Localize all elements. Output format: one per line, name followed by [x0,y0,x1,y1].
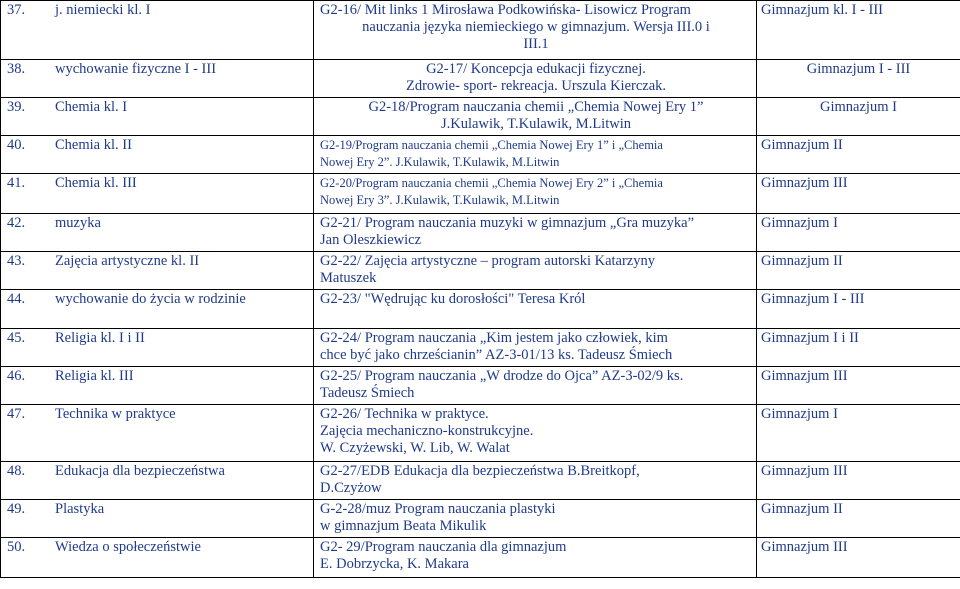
school-cell [757,252,960,290]
row-number: 43. [7,253,26,269]
subject-name: wychowanie fizyczne I - III [55,61,217,77]
program-cell [314,252,757,290]
program-line: G2-18/Program nauczania chemii „Chemia Nowej Ery 1” [368,99,704,115]
school-level: Gimnazjum I - III [761,291,865,307]
program-line: J.Kulawik, T.Kulawik, M.Litwin [441,116,631,132]
table-row [1,136,960,174]
program-line: G2- 29/Program nauczania dla gimnazjum [320,539,567,555]
row-number: 47. [7,406,26,422]
school-cell [757,367,960,405]
subject-cell [1,98,314,136]
subject-name: j. niemiecki kl. I [55,2,151,18]
program-line: G2-27/EDB Edukacja dla bezpieczeństwa B.Breitkopf, [320,463,640,479]
program-cell [314,136,757,174]
row-number: 42. [7,215,26,231]
program-line: G2-26/ Technika w praktyce. [320,406,489,422]
school-cell [757,98,960,136]
row-number: 45. [7,330,26,346]
row-number: 49. [7,501,26,517]
subject-name: Religia kl. III [55,368,134,384]
program-line: G2-19/Program nauczania chemii „Chemia Nowej Ery 1” i „Chemia [320,138,663,152]
program-line: G2-16/ Mit links 1 Mirosława Podkowińska- Lisowicz Program [320,2,691,18]
subject-name: Religia kl. I i II [55,330,145,346]
school-cell [757,136,960,174]
program-line: G2-25/ Program nauczania „W drodze do Ojca” AZ-3-02/9 ks. [320,368,684,384]
subject-cell [1,462,314,500]
program-line: G-2-28/muz Program nauczania plastyki [320,501,556,517]
program-line: Nowej Ery 3”. J.Kulawik, T.Kulawik, M.Litwin [320,193,560,207]
program-cell [314,462,757,500]
row-number: 44. [7,291,26,307]
subject-name: wychowanie do życia w rodzinie [55,291,246,307]
program-line: G2-20/Program nauczania chemii „Chemia Nowej Ery 2” i „Chemia [320,176,663,190]
row-number: 39. [7,99,26,115]
school-cell [757,329,960,367]
row-number: 50. [7,539,26,555]
school-level: Gimnazjum III [761,175,848,191]
program-cell [314,367,757,405]
subject-name: Chemia kl. II [55,137,132,153]
program-line: G2-17/ Koncepcja edukacji fizycznej. [426,61,646,77]
school-cell [757,538,960,578]
subject-name: Chemia kl. III [55,175,137,191]
program-cell [314,405,757,462]
school-cell [757,214,960,252]
table-row [1,174,960,214]
table-row [1,290,960,329]
program-line: III.1 [523,36,549,52]
program-line: Nowej Ery 2”. J.Kulawik, T.Kulawik, M.Litwin [320,155,560,169]
row-number: 38. [7,61,26,77]
school-cell [757,174,960,214]
table-row [1,538,960,578]
subject-cell [1,136,314,174]
program-cell [314,290,757,329]
subject-name: Wiedza o społeczeństwie [55,539,201,555]
school-cell [757,1,960,60]
school-level: Gimnazjum II [761,501,843,517]
row-number: 48. [7,463,26,479]
program-line: chce być jako chrześcianin” AZ-3-01/13 ks. Tadeusz Śmiech [320,347,673,363]
school-level: Gimnazjum III [761,368,848,384]
school-cell [757,500,960,538]
program-line: D.Czyżow [320,480,382,496]
school-cell [757,462,960,500]
row-number: 41. [7,175,26,191]
subject-cell [1,538,314,578]
program-line: Tadeusz Śmiech [320,385,415,401]
program-line: w gimnazjum Beata Mikulik [320,518,487,534]
program-line: Matuszek [320,270,377,286]
school-level: Gimnazjum I i II [761,330,859,346]
school-level: Gimnazjum I - III [806,61,911,77]
program-line: G2-21/ Program nauczania muzyki w gimnazjum „Gra muzyka” [320,215,695,231]
program-line: G2-22/ Zajęcia artystyczne – program autorski Katarzyny [320,253,655,269]
table-row [1,405,960,462]
school-level: Gimnazjum III [761,463,848,479]
table-row [1,60,960,98]
subject-cell [1,214,314,252]
program-line: nauczania języka niemieckiego w gimnazjum. Wersja III.0 i [362,19,710,35]
table-row [1,214,960,252]
table-row [1,367,960,405]
program-cell [314,214,757,252]
school-level: Gimnazjum kl. I - III [761,2,884,18]
program-cell [314,329,757,367]
row-number: 37. [7,2,26,18]
program-cell [314,174,757,214]
program-cell [314,98,757,136]
subject-cell [1,405,314,462]
table-row [1,252,960,290]
school-cell [757,405,960,462]
program-cell [314,500,757,538]
subject-name: Plastyka [55,501,105,517]
school-level: Gimnazjum I [761,406,838,422]
program-line: E. Dobrzycka, K. Makara [320,556,469,572]
subject-name: muzyka [55,215,101,231]
table-row [1,329,960,367]
table-row [1,500,960,538]
program-line: Zajęcia mechaniczno-konstrukcyjne. [320,423,534,439]
row-number: 46. [7,368,26,384]
program-line: Jan Oleszkiewicz [320,232,422,248]
subject-cell [1,174,314,214]
subject-cell [1,367,314,405]
school-level: Gimnazjum II [761,253,843,269]
program-line: G2-24/ Program nauczania „Kim jestem jako człowiek, kim [320,330,668,346]
subject-cell [1,290,314,329]
program-line: Zdrowie- sport- rekreacja. Urszula Kierczak. [405,78,667,94]
subject-cell [1,500,314,538]
subject-cell [1,329,314,367]
subject-cell [1,252,314,290]
subject-name: Edukacja dla bezpieczeństwa [55,463,225,479]
table-row [1,462,960,500]
subject-name: Technika w praktyce [55,406,176,422]
subject-name: Zajęcia artystyczne kl. II [55,253,200,269]
school-cell [757,290,960,329]
row-number: 40. [7,137,26,153]
table-row [1,98,960,136]
program-line: W. Czyżewski, W. Lib, W. Walat [320,440,510,456]
school-level: Gimnazjum I [761,215,838,231]
subject-name: Chemia kl. I [55,99,128,115]
program-cell [314,60,757,98]
school-level: Gimnazjum II [761,137,843,153]
school-cell [757,60,960,98]
school-level: Gimnazjum I [820,99,897,115]
program-line: G2-23/ "Wędrując ku dorosłości" Teresa Król [320,291,586,307]
program-cell [314,538,757,578]
program-cell [314,1,757,60]
school-level: Gimnazjum III [761,539,848,555]
subject-cell [1,60,314,98]
table-row [1,1,960,60]
subject-cell [1,1,314,60]
